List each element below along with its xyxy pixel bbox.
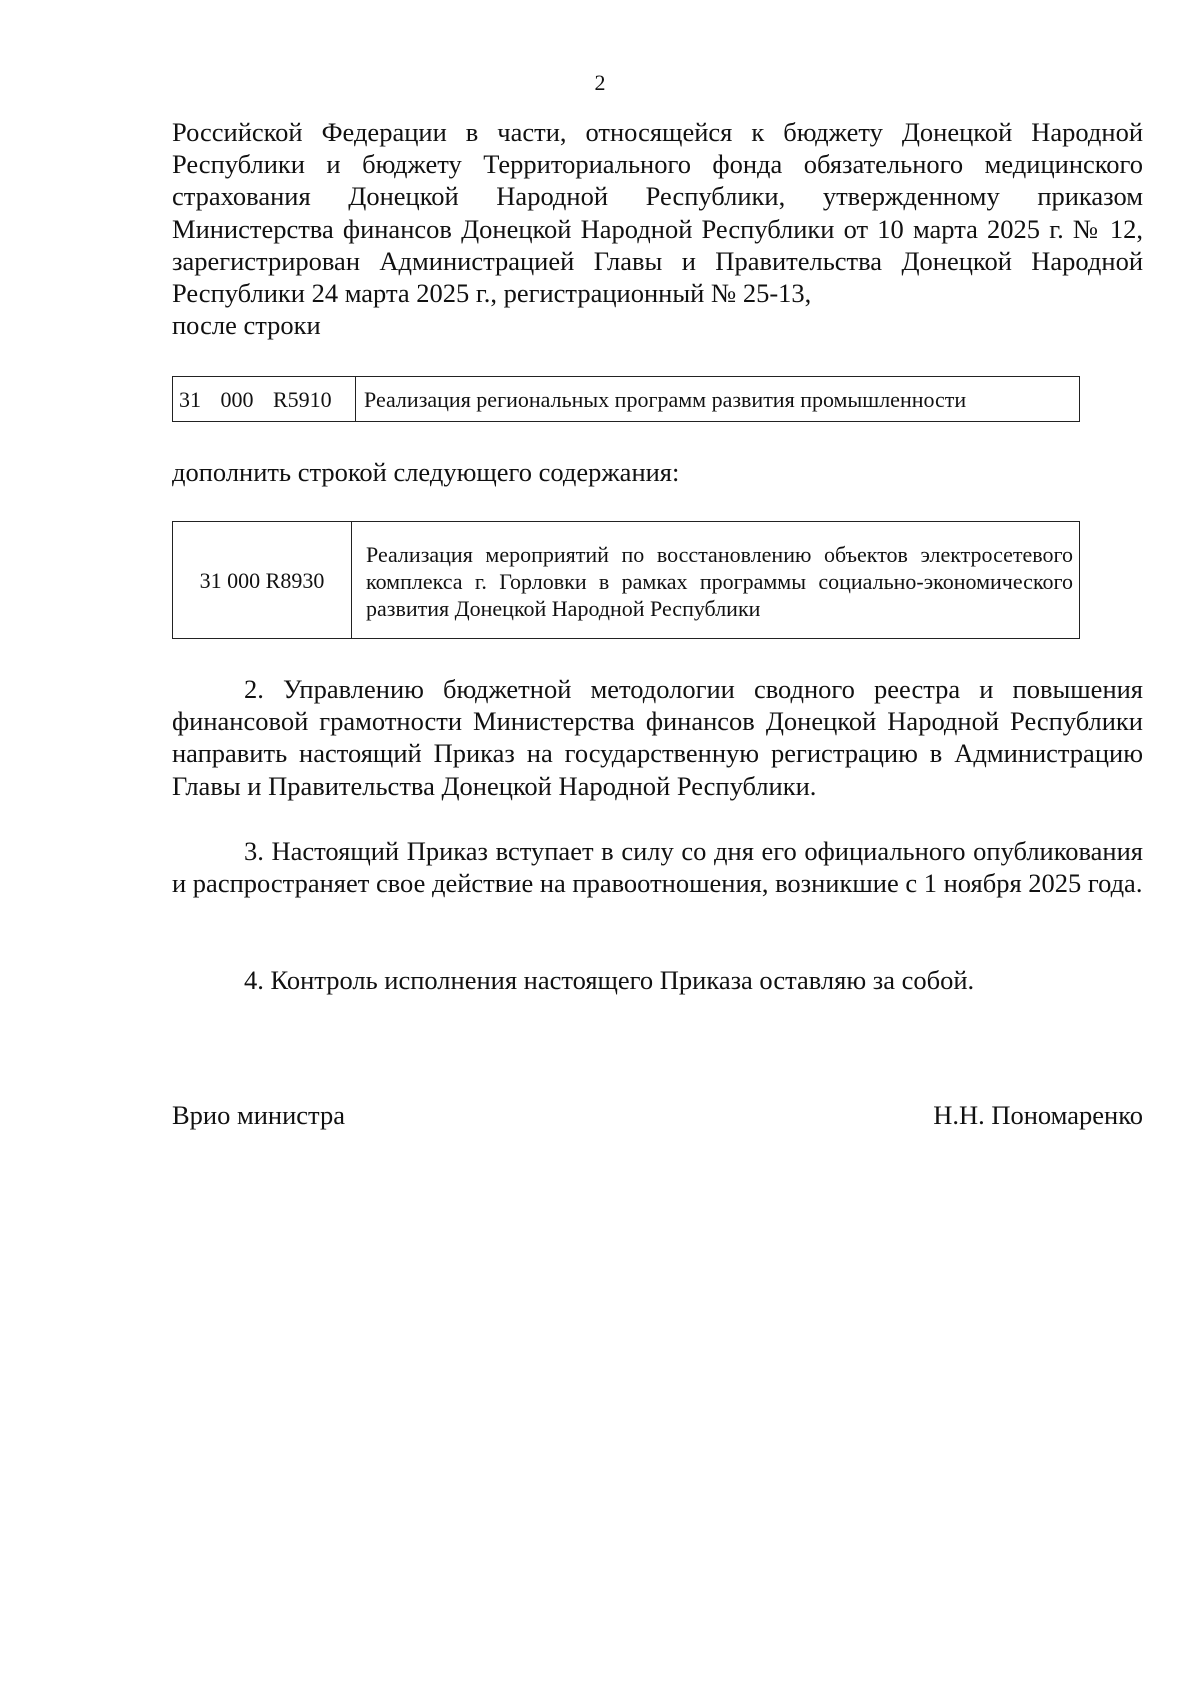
existing-description-cell: Реализация региональных программ развития промышленности: [356, 377, 1080, 422]
existing-code-cell: 31 000 R5910: [173, 377, 356, 422]
new-code-table: [172, 521, 1080, 639]
item-paragraph-2: 2. Управлению бюджетной методологии сводного реестра и повышения финансовой грамотности Министерства финансов Донецкой Народной Республики направить настоящий Приказ на государственную регистрацию в Администрацию Главы и Правительства Донецкой Народной Республики.: [172, 674, 1143, 801]
table-row: [173, 522, 1080, 639]
intro-paragraph: Российской Федерации в части, относящейся к бюджету Донецкой Народной Республики и бюджету Территориального фонда обязательного медицинского страхования Донецкой Народной Республики, утвержденному приказом Министерства финансов Донецкой Народной Республики от 10 марта 2025 г. № 12, зарегистрирован Администрацией Главы и Правительства Донецкой Народной Республики 24 марта 2025 г., регистрационный № 25-13,: [172, 117, 1143, 309]
new-description-cell: Реализация мероприятий по восстановлению объектов электросетевого комплекса г. Горловки в рамках программы социально-экономического развития Донецкой Народной Республики: [352, 522, 1080, 639]
intro-paragraph-ending: после строки: [172, 310, 321, 340]
new-code-cell: 31 000 R8930: [173, 522, 352, 639]
existing-code-table: [172, 376, 1080, 422]
signatory-name: Н.Н. Пономаренко: [933, 1100, 1143, 1130]
signature-block: [172, 1099, 1143, 1131]
connector-text: дополнить строкой следующего содержания:: [172, 457, 680, 487]
table-row: [173, 377, 1080, 422]
page-number: 2: [594, 70, 606, 95]
item-paragraph-4: 4. Контроль исполнения настоящего Приказа оставляю за собой.: [244, 965, 975, 995]
item-paragraph-3: 3. Настоящий Приказ вступает в силу со дня его официального опубликования и распространяет свое действие на правоотношения, возникшие с 1 ноября 2025 года.: [172, 836, 1143, 899]
signatory-position: Врио министра: [172, 1100, 345, 1130]
